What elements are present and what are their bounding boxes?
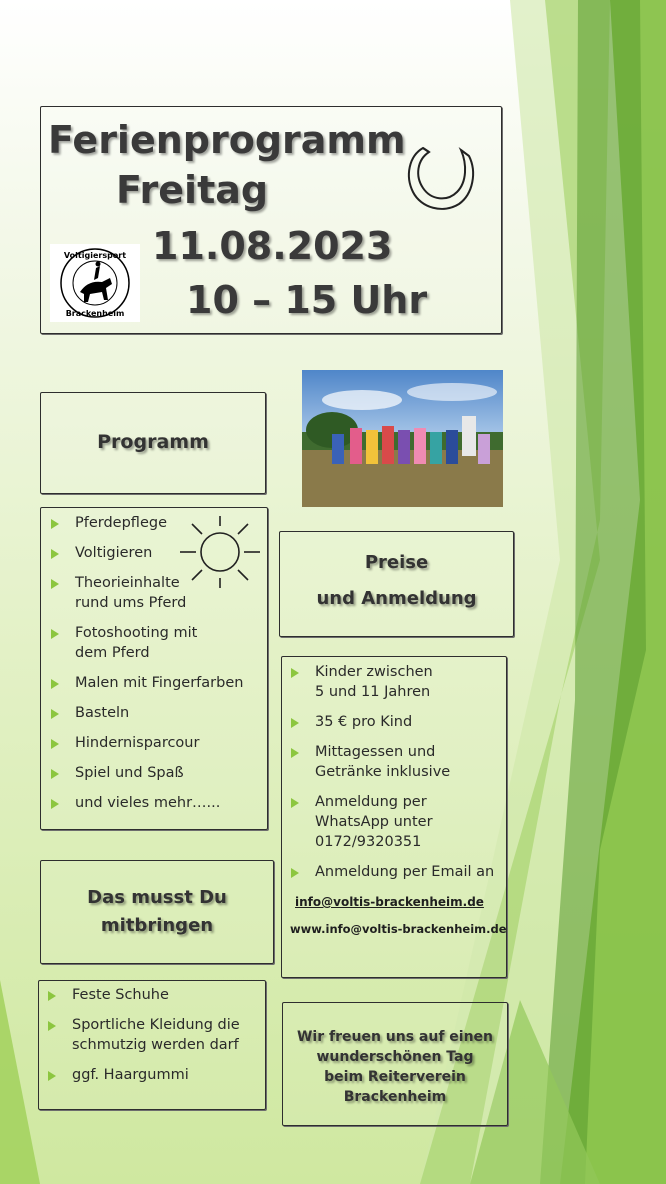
bullet-triangle-icon: [51, 579, 59, 589]
mitbringen-heading-box: [40, 860, 274, 964]
bullet-triangle-icon: [291, 668, 299, 678]
program-item: [41, 733, 243, 753]
mitbringen-item: [38, 985, 240, 1005]
preise-item: [281, 862, 494, 882]
closing-box: [282, 1002, 508, 1126]
bullet-triangle-icon: [291, 748, 299, 758]
preise-list: [281, 662, 494, 892]
program-item-text: Malen mit Fingerfarben: [75, 675, 244, 691]
bullet-triangle-icon: [48, 991, 56, 1001]
logo-emblem: [50, 244, 140, 322]
mitbringen-list: [38, 985, 240, 1095]
preise-item-text: 0172/9320351: [315, 834, 422, 850]
program-item: [41, 623, 243, 663]
program-item-text: Pferdepflege: [75, 515, 167, 531]
program-item-text: Hindernisparcour: [75, 735, 200, 751]
bullet-triangle-icon: [51, 709, 59, 719]
bullet-triangle-icon: [291, 798, 299, 808]
mitbringen-heading-line1: Das musst Du: [87, 887, 227, 908]
title-date: 11.08.2023: [152, 224, 393, 268]
preise-item-text: 35 € pro Kind: [315, 714, 413, 730]
mitbringen-item: [38, 1065, 240, 1085]
preise-item-text: Anmeldung per: [315, 794, 427, 810]
title-time: 10 – 15 Uhr: [186, 278, 428, 322]
logo-bottom-text: Brackenheim: [65, 309, 125, 318]
preise-item: [281, 792, 494, 852]
program-item-text: Fotoshooting mit: [75, 625, 198, 641]
mitbringen-heading-line2: mitbringen: [100, 915, 214, 936]
program-item: [41, 763, 243, 783]
program-item-text: Spiel und Spaß: [75, 765, 184, 781]
title-weekday: Freitag: [116, 168, 269, 212]
program-item-text: rund ums Pferd: [75, 595, 187, 611]
bullet-triangle-icon: [48, 1021, 56, 1031]
preise-item-text: Anmeldung per Email an: [315, 864, 495, 880]
program-item-text: Basteln: [75, 705, 130, 721]
horseshoe-icon: [403, 142, 479, 216]
program-item-text: Theorieinhalte: [75, 575, 180, 591]
mitbringen-item: [38, 1015, 240, 1055]
preise-item-text: 5 und 11 Jahren: [315, 684, 431, 700]
preise-item: [281, 662, 494, 702]
closing-line4: Brackenheim: [343, 1089, 447, 1105]
closing-line3: beim Reiterverein: [324, 1069, 466, 1085]
program-item-text: und vieles mehr…...: [75, 795, 221, 811]
website-link[interactable]: www.info@voltis-brackenheim.de: [290, 922, 507, 936]
preise-item: [281, 712, 494, 732]
bullet-triangle-icon: [48, 1071, 56, 1081]
bullet-triangle-icon: [51, 799, 59, 809]
preise-item: [281, 742, 494, 782]
program-item: [41, 703, 243, 723]
bullet-triangle-icon: [51, 519, 59, 529]
mitbringen-item-text: ggf. Haargummi: [72, 1067, 189, 1083]
preise-heading-box: [279, 531, 514, 637]
preise-item-text: WhatsApp unter: [315, 814, 433, 830]
mitbringen-item-text: Sportliche Kleidung die: [72, 1017, 240, 1033]
closing-line2: wunderschönen Tag: [316, 1049, 474, 1065]
preise-item-text: Mittagessen und: [315, 744, 436, 760]
bullet-triangle-icon: [51, 739, 59, 749]
bullet-triangle-icon: [51, 629, 59, 639]
bullet-triangle-icon: [51, 769, 59, 779]
sun-icon: [176, 512, 264, 592]
title-ferienprogramm: Ferienprogramm: [48, 118, 406, 162]
group-photo: [302, 370, 503, 507]
preise-item-text: Kinder zwischen: [315, 664, 433, 680]
program-heading-box: [40, 392, 266, 494]
preise-heading-line1: Preise: [364, 552, 429, 573]
program-item-text: Voltigieren: [75, 545, 153, 561]
bullet-triangle-icon: [291, 868, 299, 878]
mitbringen-item-text: Feste Schuhe: [72, 987, 169, 1003]
bullet-triangle-icon: [51, 549, 59, 559]
closing-line1: Wir freuen uns auf einen: [296, 1029, 494, 1045]
bullet-triangle-icon: [51, 679, 59, 689]
program-item-text: dem Pferd: [75, 645, 150, 661]
email-link[interactable]: info@voltis-brackenheim.de: [295, 895, 484, 909]
program-heading: Programm: [97, 431, 209, 453]
preise-item-text: Getränke inklusive: [315, 764, 451, 780]
bullet-triangle-icon: [291, 718, 299, 728]
mitbringen-item-text: schmutzig werden darf: [72, 1037, 239, 1053]
preise-heading-line2: und Anmeldung: [316, 588, 477, 609]
logo-top-text: Voltigiersport: [63, 251, 127, 260]
club-logo: [50, 244, 140, 322]
program-item: [41, 793, 243, 813]
program-item: [41, 673, 243, 693]
